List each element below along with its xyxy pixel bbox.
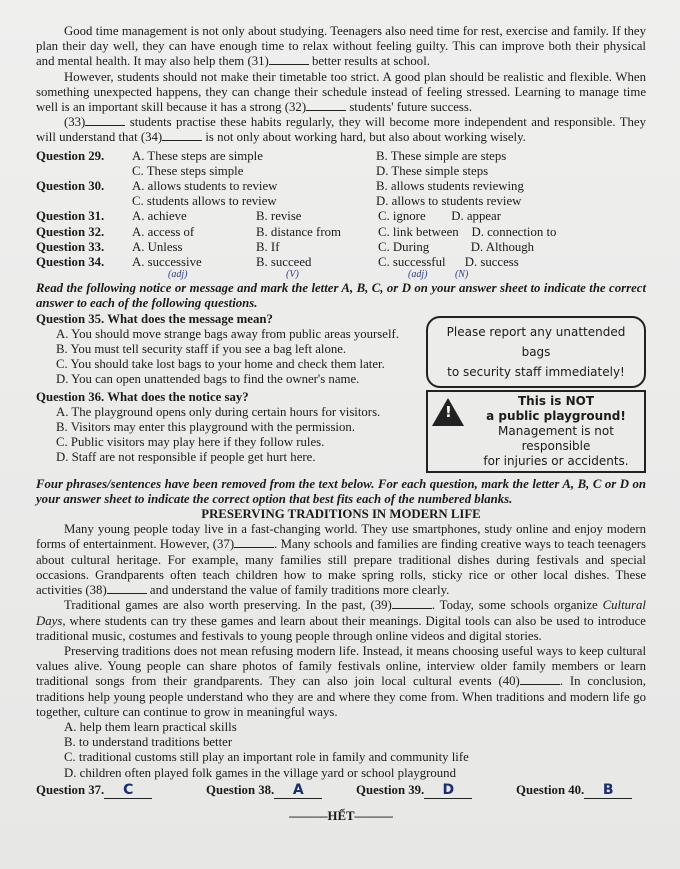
instruction-notice: Read the following notice or message and mark the letter A, B, C, or D on your answer sheet to indicate the correct answer to each of the following questions.: [36, 281, 646, 311]
option-36-b[interactable]: B. Visitors may enter this playground with the permission.: [56, 420, 355, 435]
blank-34: [162, 130, 202, 141]
option-34-c[interactable]: C. successful D. success: [378, 255, 519, 270]
answer-40-value[interactable]: B: [584, 783, 632, 799]
option-29-a[interactable]: A. These steps are simple: [132, 148, 263, 163]
option-34-b[interactable]: B. succeed: [256, 255, 312, 270]
option-33-b[interactable]: B. If: [256, 239, 280, 254]
question-block-31-34: [36, 209, 646, 279]
option-29-d[interactable]: D. These simple steps: [376, 163, 489, 178]
option-32-d[interactable]: D. connection to: [471, 224, 557, 239]
option-33-d[interactable]: D. Although: [470, 239, 535, 254]
answer-40: Question 40. B: [516, 783, 646, 799]
warning-icon: !: [432, 398, 464, 426]
instruction-gapfill: Four phrases/sentences have been removed from the text below. For each question, mark the letter A, B, C or D on your answer sheet to indicate the correct option that best fits each of the numbered blanks.: [36, 476, 646, 506]
option-34-a[interactable]: A. successive: [132, 255, 202, 270]
passage2-para3: Preserving traditions does not mean refusing modern life. Instead, it means choosing useful ways to keep cultural values alive. Young people can share photos of family festivals online, interview older family members or learn traditional songs from their grandparents. They can also join local cultural events (40) . In conclusion, traditions help young people understand who they are and where they come from. When traditions and modern life go together, culture can continue to grow in meaningful ways.: [36, 643, 647, 719]
blank-39: [392, 598, 432, 609]
blank-31: [269, 54, 309, 65]
option-30-b[interactable]: B. allows students reviewing: [376, 179, 524, 194]
question-32: Question 32. A. access of B. distance from C. link between D. connection to: [36, 225, 646, 240]
option-31-b[interactable]: B. revise: [256, 209, 302, 224]
option-c[interactable]: C. traditional customs still play an important role in family and community life: [64, 750, 469, 765]
option-31-c[interactable]: C. ignore D. appear: [378, 209, 501, 224]
blank-40: [520, 674, 560, 685]
handnote-34d: (N): [454, 269, 469, 281]
question-36-stem: Question 36. What does the notice say?: [36, 389, 249, 404]
handnote-34c: (adj) (N): [408, 269, 469, 281]
option-36-a[interactable]: A. The playground opens only during certain hours for visitors.: [56, 404, 381, 419]
question-35-stem: Question 35. What does the message mean?: [36, 311, 273, 326]
passage1-para2: However, students should not make their timetable too strict. A good plan should be realistic and flexible. When something unexpected happens, they can change their schedule instead of feeling stressed. Learning to manage time well is an important skill because it has a strong (32) students' future success.: [36, 69, 646, 115]
option-35-a[interactable]: A. You should move strange bags away from public areas yourself.: [56, 326, 399, 341]
blank-32: [306, 100, 346, 111]
passage2-title: PRESERVING TRADITIONS IN MODERN LIFE: [201, 507, 481, 522]
answer-37-value[interactable]: C: [104, 783, 152, 799]
answer-39: Question 39. D: [356, 783, 516, 799]
question-36-block: [36, 390, 646, 473]
question-34: Question 34. A. successive B. succeed C. successful D. success: [36, 255, 646, 270]
handnote-34a: (adj): [168, 269, 188, 281]
question-31: Question 31. A. achieve B. revise C. ignore D. appear: [36, 209, 646, 224]
passage2-para1: Many young people today live in a fast-changing world. They use smartphones, study online and enjoy modern forms of entertainment. However, (37) . Many schools and families are finding creative ways to teach teenagers about cultural heritage. For example, many families still prepare traditional dishes during festivals and special occasions. Grandparents often teach children how to make spring rolls, sticky rice or other local dishes. These activities (38) and understand the value of family traditions more clearly.: [36, 522, 646, 598]
passage1-para3: (33) students practise these habits regularly, they will become more independent and responsible. They will understand that (34) is not only about working hard, but also about working wisely.: [36, 115, 647, 145]
option-33-c[interactable]: C. During D. Although: [378, 239, 535, 254]
option-31-a[interactable]: A. achieve: [132, 209, 187, 224]
blank-38: [107, 583, 147, 594]
question-29-row2: [36, 164, 646, 179]
passage2-para2: Traditional games are also worth preserving. In the past, (39) . Today, some schools organize Cultural Days, where students can try these games and learn about their meanings. Digital tools can also be used to introduce traditional music, costumes and festivals to young people through online videos and digital stories.: [36, 598, 646, 643]
blank-37: [234, 537, 274, 548]
option-35-b[interactable]: B. You must tell security staff if you see a bag left alone.: [56, 342, 347, 357]
answer-37: Question 37. C: [36, 783, 206, 799]
notice-playground: ! This is NOT a public playground! Management is not responsible for injuries or accidents.: [426, 390, 646, 473]
question-35-block: [36, 312, 646, 388]
passage1-para1: Good time management is not only about studying. Teenagers also need time for rest, exercise and family. If they plan their day well, they can have enough time to relax without feeling guilty. This can improve both their physical and mental health. It may also help them (31) better results at school.: [36, 24, 646, 69]
notice-unattended-bags: Please report any unattended bags to security staff immediately!: [426, 316, 646, 388]
handwritten-notes: [36, 270, 646, 279]
option-36-c[interactable]: C. Public visitors may play here if they follow rules.: [56, 435, 325, 450]
option-30-a[interactable]: A. allows students to review: [132, 179, 278, 194]
question-30-row2: [36, 194, 646, 209]
option-33-a[interactable]: A. Unless: [132, 239, 183, 254]
option-35-c[interactable]: C. You should take lost bags to your home and check them later.: [56, 357, 385, 372]
question-block-29-30: [36, 149, 646, 210]
option-31-d[interactable]: D. appear: [451, 209, 501, 224]
option-b[interactable]: B. to understand traditions better: [64, 735, 233, 750]
option-29-b[interactable]: B. These simple are steps: [376, 148, 507, 163]
option-d[interactable]: D. children often played folk games in the village yard or school playground: [64, 765, 456, 780]
option-35-d[interactable]: D. You can open unattended bags to find the owner's name.: [56, 372, 360, 387]
option-32-a[interactable]: A. access of: [132, 224, 195, 239]
handnote-34b: (V): [286, 269, 299, 281]
blank-33: [85, 115, 125, 126]
answer-38: Question 38. A: [206, 783, 356, 799]
option-34-d[interactable]: D. success: [464, 255, 519, 270]
answer-38-value[interactable]: A: [274, 783, 322, 799]
answer-39-value[interactable]: D: [424, 783, 472, 799]
question-30: Question 30. A. allows students to review B. allows students reviewing: [36, 179, 646, 194]
option-32-b[interactable]: B. distance from: [256, 224, 341, 239]
answer-row: [36, 783, 646, 799]
option-a[interactable]: A. help them learn practical skills: [64, 719, 237, 734]
option-29-c[interactable]: C. These steps simple: [132, 163, 244, 178]
end-marker: ———HẾT———: [289, 808, 393, 823]
option-36-d[interactable]: D. Staff are not responsible if people get hurt here.: [56, 450, 316, 465]
question-33: Question 33. A. Unless B. If C. During D. Although: [36, 240, 646, 255]
option-30-d[interactable]: D. allows to students review: [376, 194, 522, 209]
option-30-c[interactable]: C. students allows to review: [132, 194, 277, 209]
options-37-40: [36, 720, 646, 781]
question-29: Question 29. A. These steps are simple B. These simple are steps: [36, 149, 646, 164]
option-32-c[interactable]: C. link between D. connection to: [378, 224, 557, 239]
